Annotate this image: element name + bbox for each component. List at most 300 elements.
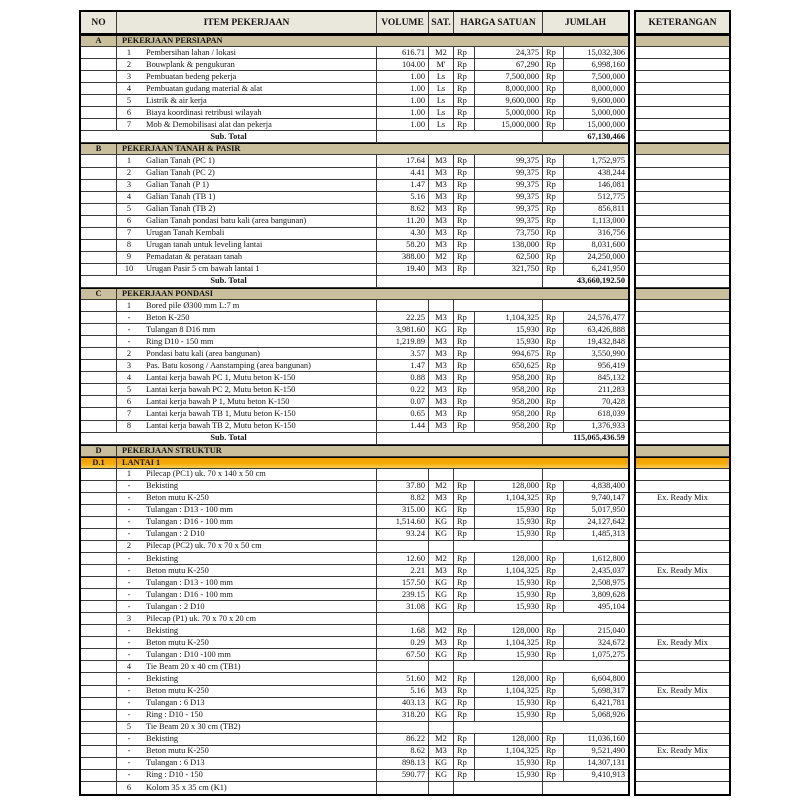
cell-no xyxy=(81,541,117,552)
keterangan-row xyxy=(636,276,729,288)
cell-volume: 8.82 xyxy=(377,493,429,504)
cell-item-description: Bouwplank & pengukuran xyxy=(141,59,377,70)
cell-sat: M2 xyxy=(429,481,454,492)
cell-no xyxy=(81,649,117,660)
keterangan-row xyxy=(636,360,729,372)
cell-sat: M2 xyxy=(429,673,454,684)
cell-keterangan xyxy=(636,408,729,419)
keterangan-row xyxy=(636,722,729,734)
cell-item-description: Bekisting xyxy=(141,734,377,745)
keterangan-row xyxy=(636,216,729,228)
cell-volume: 616.71 xyxy=(377,47,429,58)
cell-keterangan xyxy=(636,155,729,166)
keterangan-body xyxy=(636,35,729,794)
cell-currency-harga: Rp xyxy=(454,517,475,528)
cell-sat: KG xyxy=(429,698,454,709)
cell-no xyxy=(81,252,117,263)
cell-currency-harga: Rp xyxy=(454,155,475,166)
item-row xyxy=(81,589,628,601)
cell-currency-jumlah: Rp xyxy=(543,698,564,709)
keterangan-table xyxy=(634,10,731,796)
group-row xyxy=(81,782,628,794)
cell-volume xyxy=(377,782,429,794)
cell-currency-jumlah: Rp xyxy=(543,601,564,612)
cell-no xyxy=(81,324,117,335)
cell-jumlah: 1,485,313 xyxy=(591,529,625,539)
cell-item-description: Tulangan 8 D16 mm xyxy=(141,324,377,335)
cell-volume: 31.08 xyxy=(377,601,429,612)
cell-currency-jumlah: Rp xyxy=(543,589,564,600)
cell-item-description: Pilecap (P1) uk. 70 x 70 x 20 cm xyxy=(141,613,377,624)
cell-harga-satuan: 15,930 xyxy=(475,589,543,600)
cell-volume: 403.13 xyxy=(377,698,429,709)
cell-currency-harga: Rp xyxy=(454,180,475,191)
cell-currency-harga: Rp xyxy=(454,421,475,432)
cell-keterangan xyxy=(636,276,729,287)
cell-currency-harga: Rp xyxy=(454,710,475,721)
group-row xyxy=(81,613,628,625)
cell-item-number: 7 xyxy=(126,408,132,418)
cell-currency-jumlah: Rp xyxy=(543,553,564,564)
cell-sat: M3 xyxy=(429,192,454,203)
cell-sat: M3 xyxy=(429,372,454,383)
cell-currency-harga: Rp xyxy=(454,336,475,347)
cell-item-description: Beton mutu K-250 xyxy=(141,637,377,648)
cell-sat: M2 xyxy=(429,252,454,263)
cell-currency-harga: Rp xyxy=(454,192,475,203)
cell-keterangan xyxy=(636,421,729,432)
cell-keterangan xyxy=(636,348,729,359)
item-row xyxy=(81,372,628,384)
cell-item-number: 10 xyxy=(124,264,134,274)
cell-section-title: PEKERJAAN TANAH & PASIR xyxy=(122,144,241,154)
cell-keterangan xyxy=(636,264,729,275)
cell-sat: M3 xyxy=(429,686,454,697)
cell-currency-harga: Rp xyxy=(454,505,475,516)
cell-harga-satuan: 9,600,000 xyxy=(475,95,543,106)
item-row xyxy=(81,192,628,204)
cell-no xyxy=(81,698,117,709)
cell-section-no: D xyxy=(81,446,117,456)
cell-keterangan xyxy=(636,240,729,251)
cell-currency-jumlah: Rp xyxy=(543,493,564,504)
cell-volume: 1.47 xyxy=(377,180,429,191)
cell-sat: M3 xyxy=(429,336,454,347)
cell-sat xyxy=(429,782,454,794)
cell-sat: M3 xyxy=(429,155,454,166)
cell-no xyxy=(81,565,117,576)
cell-harga-satuan xyxy=(454,782,543,794)
cell-harga-satuan: 99,375 xyxy=(475,192,543,203)
cell-no xyxy=(81,782,117,794)
cell-jumlah xyxy=(543,300,628,311)
cell-no xyxy=(81,734,117,745)
cell-item-number: 2 xyxy=(126,348,132,358)
cell-jumlah: 956,419 xyxy=(597,360,625,370)
cell-harga-satuan xyxy=(454,541,543,552)
cell-item-description: Kolom 35 x 35 cm (K1) xyxy=(141,782,377,794)
cell-currency-jumlah: Rp xyxy=(543,384,564,395)
keterangan-row xyxy=(636,698,729,710)
cell-sat xyxy=(429,722,454,733)
cell-currency-harga: Rp xyxy=(454,686,475,697)
cell-currency-harga: Rp xyxy=(454,396,475,407)
cell-item-description: Biaya koordinasi retribusi wilayah xyxy=(141,107,377,118)
item-row xyxy=(81,107,628,119)
cell-no xyxy=(81,360,117,371)
keterangan-row xyxy=(636,119,729,131)
keterangan-row xyxy=(636,131,729,143)
cell-volume xyxy=(377,300,429,311)
cell-no xyxy=(81,637,117,648)
keterangan-row xyxy=(636,252,729,264)
cell-currency-jumlah: Rp xyxy=(543,360,564,371)
cell-item-description: Ring : D10 - 150 xyxy=(141,770,377,781)
cell-harga-satuan: 24,375 xyxy=(475,47,543,58)
cell-no xyxy=(81,493,117,504)
cell-subtotal-label: Sub. Total xyxy=(81,433,377,444)
cell-item-description: Tulangan : 6 D13 xyxy=(141,758,377,769)
cell-currency-jumlah: Rp xyxy=(543,204,564,215)
cell-no xyxy=(81,505,117,516)
cell-item-description: Pembersihan lahan / lokasi xyxy=(141,47,377,58)
cell-currency-jumlah: Rp xyxy=(543,408,564,419)
keterangan-row xyxy=(636,288,729,300)
cell-keterangan xyxy=(636,107,729,118)
cell-currency-jumlah: Rp xyxy=(543,348,564,359)
cell-section-no: A xyxy=(81,36,117,46)
cell-jumlah xyxy=(543,541,628,552)
cell-volume: 12.60 xyxy=(377,553,429,564)
cell-currency-harga: Rp xyxy=(454,372,475,383)
cell-keterangan: Ex. Ready Mix xyxy=(657,493,708,503)
cell-item-number: 1 xyxy=(126,155,132,165)
cell-keterangan xyxy=(636,469,729,480)
item-row xyxy=(81,553,628,565)
cell-section-title: PEKERJAAN PONDASI xyxy=(122,289,213,298)
cell-sat: M3 xyxy=(429,493,454,504)
cell-volume: 590.77 xyxy=(377,770,429,781)
cell-volume: 1,219.89 xyxy=(377,336,429,347)
cell-item-number: 5 xyxy=(126,722,132,732)
group-row xyxy=(81,722,628,734)
cell-subtotal-amount: 43,660,192.50 xyxy=(576,276,625,286)
cell-item-number: - xyxy=(127,758,131,768)
keterangan-row xyxy=(636,481,729,493)
cell-jumlah: 8,031,600 xyxy=(591,240,625,250)
cell-item-description: Beton K-250 xyxy=(141,312,377,323)
cell-harga-satuan: 958,200 xyxy=(475,396,543,407)
cell-sat: Ls xyxy=(429,107,454,118)
cell-harga-satuan: 15,930 xyxy=(475,649,543,660)
cell-sat: M' xyxy=(429,59,454,70)
cell-item-description: Beton mutu K-250 xyxy=(141,746,377,757)
cell-currency-jumlah: Rp xyxy=(543,312,564,323)
cell-volume: 5.16 xyxy=(377,686,429,697)
cell-keterangan xyxy=(636,168,729,179)
cell-jumlah: 316,756 xyxy=(597,228,625,238)
cell-volume: 1,514.60 xyxy=(377,517,429,528)
item-row xyxy=(81,746,628,758)
cell-item-description: Beton mutu K-250 xyxy=(141,565,377,576)
cell-sat: KG xyxy=(429,505,454,516)
cell-item-description: Tulangan : D16 - 100 mm xyxy=(141,517,377,528)
cell-keterangan xyxy=(636,83,729,94)
cell-currency-harga: Rp xyxy=(454,83,475,94)
cell-item-description: Galian Tanah (P 1) xyxy=(141,180,377,191)
item-row xyxy=(81,384,628,396)
keterangan-row xyxy=(636,613,729,625)
cell-item-description: Tulangan : 2 D10 xyxy=(141,529,377,540)
cell-keterangan xyxy=(636,577,729,588)
cell-harga-satuan: 67,290 xyxy=(475,59,543,70)
cell-sat: M3 xyxy=(429,168,454,179)
cell-jumlah: 6,604,800 xyxy=(591,674,625,683)
cell-item-description: Bekisting xyxy=(141,673,377,684)
cell-item-number: 3 xyxy=(126,360,132,370)
cell-no xyxy=(81,240,117,251)
cell-currency-harga: Rp xyxy=(454,493,475,504)
cell-currency-jumlah: Rp xyxy=(543,252,564,263)
cell-harga-satuan: 958,200 xyxy=(475,372,543,383)
boq-main-table xyxy=(79,10,630,796)
cell-section-title: PEKERJAAN PERSIAPAN xyxy=(122,36,223,46)
item-row xyxy=(81,493,628,505)
cell-currency-harga: Rp xyxy=(454,625,475,636)
cell-volume: 8.62 xyxy=(377,746,429,757)
cell-item-number: 9 xyxy=(126,252,132,262)
cell-keterangan xyxy=(636,529,729,540)
cell-keterangan xyxy=(636,601,729,612)
cell-volume: 1.68 xyxy=(377,625,429,636)
cell-no xyxy=(81,746,117,757)
cell-harga-satuan: 99,375 xyxy=(475,204,543,215)
cell-currency-harga: Rp xyxy=(454,324,475,335)
cell-item-number: - xyxy=(127,324,131,334)
cell-item-number: 8 xyxy=(126,421,132,431)
cell-jumlah: 5,698,317 xyxy=(591,686,625,696)
keterangan-row xyxy=(636,204,729,216)
cell-keterangan xyxy=(636,722,729,733)
cell-item-description: Lantai kerja bawah PC 2, Mutu beton K-150 xyxy=(141,384,377,395)
cell-item-number: - xyxy=(127,493,131,503)
item-row xyxy=(81,698,628,710)
cell-harga-satuan: 99,375 xyxy=(475,216,543,227)
keterangan-row xyxy=(636,541,729,553)
keterangan-row xyxy=(636,589,729,601)
cell-keterangan xyxy=(636,613,729,624)
cell-item-description: Tulangan : D16 - 100 mm xyxy=(141,589,377,600)
cell-keterangan xyxy=(636,360,729,371)
item-row xyxy=(81,601,628,613)
cell-harga-satuan: 15,930 xyxy=(475,577,543,588)
cell-jumlah xyxy=(543,782,628,794)
cell-jumlah: 495,104 xyxy=(597,601,625,611)
cell-item-number: - xyxy=(127,505,131,515)
cell-item-description: Beton mutu K-250 xyxy=(141,686,377,697)
keterangan-row xyxy=(636,433,729,445)
item-row xyxy=(81,312,628,324)
cell-volume: 11.20 xyxy=(377,216,429,227)
cell-jumlah: 512,775 xyxy=(597,192,625,202)
cell-item-number: 3 xyxy=(126,71,132,81)
item-row xyxy=(81,324,628,336)
cell-item-description: Pemadatan & perataan tanah xyxy=(141,252,377,263)
cell-currency-harga: Rp xyxy=(454,673,475,684)
cell-item-description: Mob & Demobilisasi alat dan pekerja xyxy=(141,119,377,130)
cell-sat: M3 xyxy=(429,408,454,419)
cell-currency-jumlah: Rp xyxy=(543,372,564,383)
cell-item-description: Lantai kerja bawah P 1, Mutu beton K-150 xyxy=(141,396,377,407)
cell-currency-harga: Rp xyxy=(454,95,475,106)
cell-harga-satuan: 7,500,000 xyxy=(475,71,543,82)
cell-currency-jumlah: Rp xyxy=(543,396,564,407)
item-row xyxy=(81,673,628,685)
cell-harga-satuan: 958,200 xyxy=(475,408,543,419)
cell-jumlah: 1,612,800 xyxy=(591,553,625,563)
cell-volume xyxy=(377,469,429,480)
cell-no xyxy=(81,661,117,672)
cell-jumlah xyxy=(543,469,628,480)
cell-keterangan xyxy=(636,758,729,769)
cell-currency-jumlah: Rp xyxy=(543,746,564,757)
keterangan-row xyxy=(636,396,729,408)
cell-sat xyxy=(429,469,454,480)
cell-currency-harga: Rp xyxy=(454,216,475,227)
cell-harga-satuan: 99,375 xyxy=(475,168,543,179)
col-header-keterangan: KETERANGAN xyxy=(648,17,717,28)
col-header-harga-satuan: HARGA SATUAN xyxy=(454,12,543,33)
cell-no xyxy=(81,180,117,191)
cell-volume: 0.65 xyxy=(377,408,429,419)
keterangan-row xyxy=(636,95,729,107)
keterangan-row xyxy=(636,661,729,673)
cell-jumlah: 5,068,926 xyxy=(591,710,625,720)
group-row xyxy=(81,300,628,312)
cell-item-description: Pilecap (PC2) uk. 70 x 70 x 50 cm xyxy=(141,541,377,552)
cell-harga-satuan: 99,375 xyxy=(475,155,543,166)
cell-no xyxy=(81,204,117,215)
cell-item-description: Galian Tanah (PC 2) xyxy=(141,168,377,179)
cell-volume: 0.07 xyxy=(377,396,429,407)
cell-sat: KG xyxy=(429,324,454,335)
cell-jumlah: 2,508,975 xyxy=(591,577,625,587)
cell-keterangan xyxy=(636,289,729,299)
cell-item-description: Galian Tanah (TB 1) xyxy=(141,192,377,203)
cell-no xyxy=(81,372,117,383)
cell-sat: Ls xyxy=(429,95,454,106)
table-body xyxy=(81,35,628,794)
cell-jumlah: 5,000,000 xyxy=(591,107,625,117)
item-row xyxy=(81,252,628,264)
cell-keterangan xyxy=(636,649,729,660)
cell-item-number: - xyxy=(127,770,131,780)
cell-item-number: 1 xyxy=(126,300,132,310)
cell-no xyxy=(81,216,117,227)
cell-jumlah: 7,500,000 xyxy=(591,71,625,81)
cell-item-number: 2 xyxy=(126,168,132,178)
cell-volume: 86.22 xyxy=(377,734,429,745)
cell-sat: KG xyxy=(429,529,454,540)
cell-no xyxy=(81,601,117,612)
cell-item-description: Bekisting xyxy=(141,553,377,564)
keterangan-row xyxy=(636,168,729,180)
cell-item-number: 3 xyxy=(126,613,132,623)
cell-sat: KG xyxy=(429,517,454,528)
section-row xyxy=(81,457,628,469)
cell-no xyxy=(81,83,117,94)
cell-currency-jumlah: Rp xyxy=(543,758,564,769)
cell-keterangan xyxy=(636,300,729,311)
cell-item-description: Lantai kerja bawah TB 2, Mutu beton K-150 xyxy=(141,421,377,432)
cell-harga-satuan: 321,750 xyxy=(475,264,543,275)
cell-volume: 3,981.60 xyxy=(377,324,429,335)
cell-no xyxy=(81,481,117,492)
item-row xyxy=(81,95,628,107)
cell-volume: 37.80 xyxy=(377,481,429,492)
cell-volume: 1.00 xyxy=(377,83,429,94)
cell-currency-harga: Rp xyxy=(454,734,475,745)
cell-jumlah: 1,075,275 xyxy=(591,649,625,659)
keterangan-row xyxy=(636,649,729,661)
keterangan-row xyxy=(636,782,729,794)
cell-item-number: 5 xyxy=(126,95,132,105)
cell-keterangan xyxy=(636,625,729,636)
cell-keterangan xyxy=(636,131,729,142)
cell-keterangan xyxy=(636,673,729,684)
cell-currency-jumlah: Rp xyxy=(543,529,564,540)
cell-volume xyxy=(377,541,429,552)
cell-currency-harga: Rp xyxy=(454,312,475,323)
cell-currency-harga: Rp xyxy=(454,529,475,540)
cell-currency-harga: Rp xyxy=(454,168,475,179)
cell-item-description: Tulangan : 6 D13 xyxy=(141,698,377,709)
cell-item-number: - xyxy=(127,625,131,635)
cell-no xyxy=(81,47,117,58)
keterangan-row xyxy=(636,192,729,204)
cell-volume xyxy=(377,613,429,624)
cell-currency-jumlah: Rp xyxy=(543,686,564,697)
cell-currency-jumlah: Rp xyxy=(543,155,564,166)
cell-jumlah: 1,752,975 xyxy=(591,155,625,165)
cell-harga-satuan: 15,930 xyxy=(475,517,543,528)
cell-no xyxy=(81,348,117,359)
cell-item-number: - xyxy=(127,553,131,563)
cell-sat: Ls xyxy=(429,83,454,94)
cell-jumlah: 215,040 xyxy=(597,625,625,635)
cell-item-number: - xyxy=(127,649,131,659)
item-row xyxy=(81,216,628,228)
cell-item-description: Bekisting xyxy=(141,481,377,492)
cell-jumlah: 856,811 xyxy=(598,204,625,214)
cell-harga-satuan: 138,000 xyxy=(475,240,543,251)
section-row xyxy=(81,35,628,47)
item-row xyxy=(81,240,628,252)
cell-jumlah: 15,000,000 xyxy=(587,119,625,129)
keterangan-row xyxy=(636,180,729,192)
cell-jumlah: 2,435,037 xyxy=(591,565,625,575)
cell-sat: M2 xyxy=(429,47,454,58)
item-row xyxy=(81,408,628,420)
cell-item-number: 6 xyxy=(126,107,132,117)
cell-item-number: 2 xyxy=(126,541,132,551)
col-header-no: NO xyxy=(81,12,117,33)
cell-no xyxy=(81,577,117,588)
keterangan-row xyxy=(636,553,729,565)
subtotal-row xyxy=(81,433,628,445)
cell-volume: 898.13 xyxy=(377,758,429,769)
cell-harga-satuan: 62,500 xyxy=(475,252,543,263)
